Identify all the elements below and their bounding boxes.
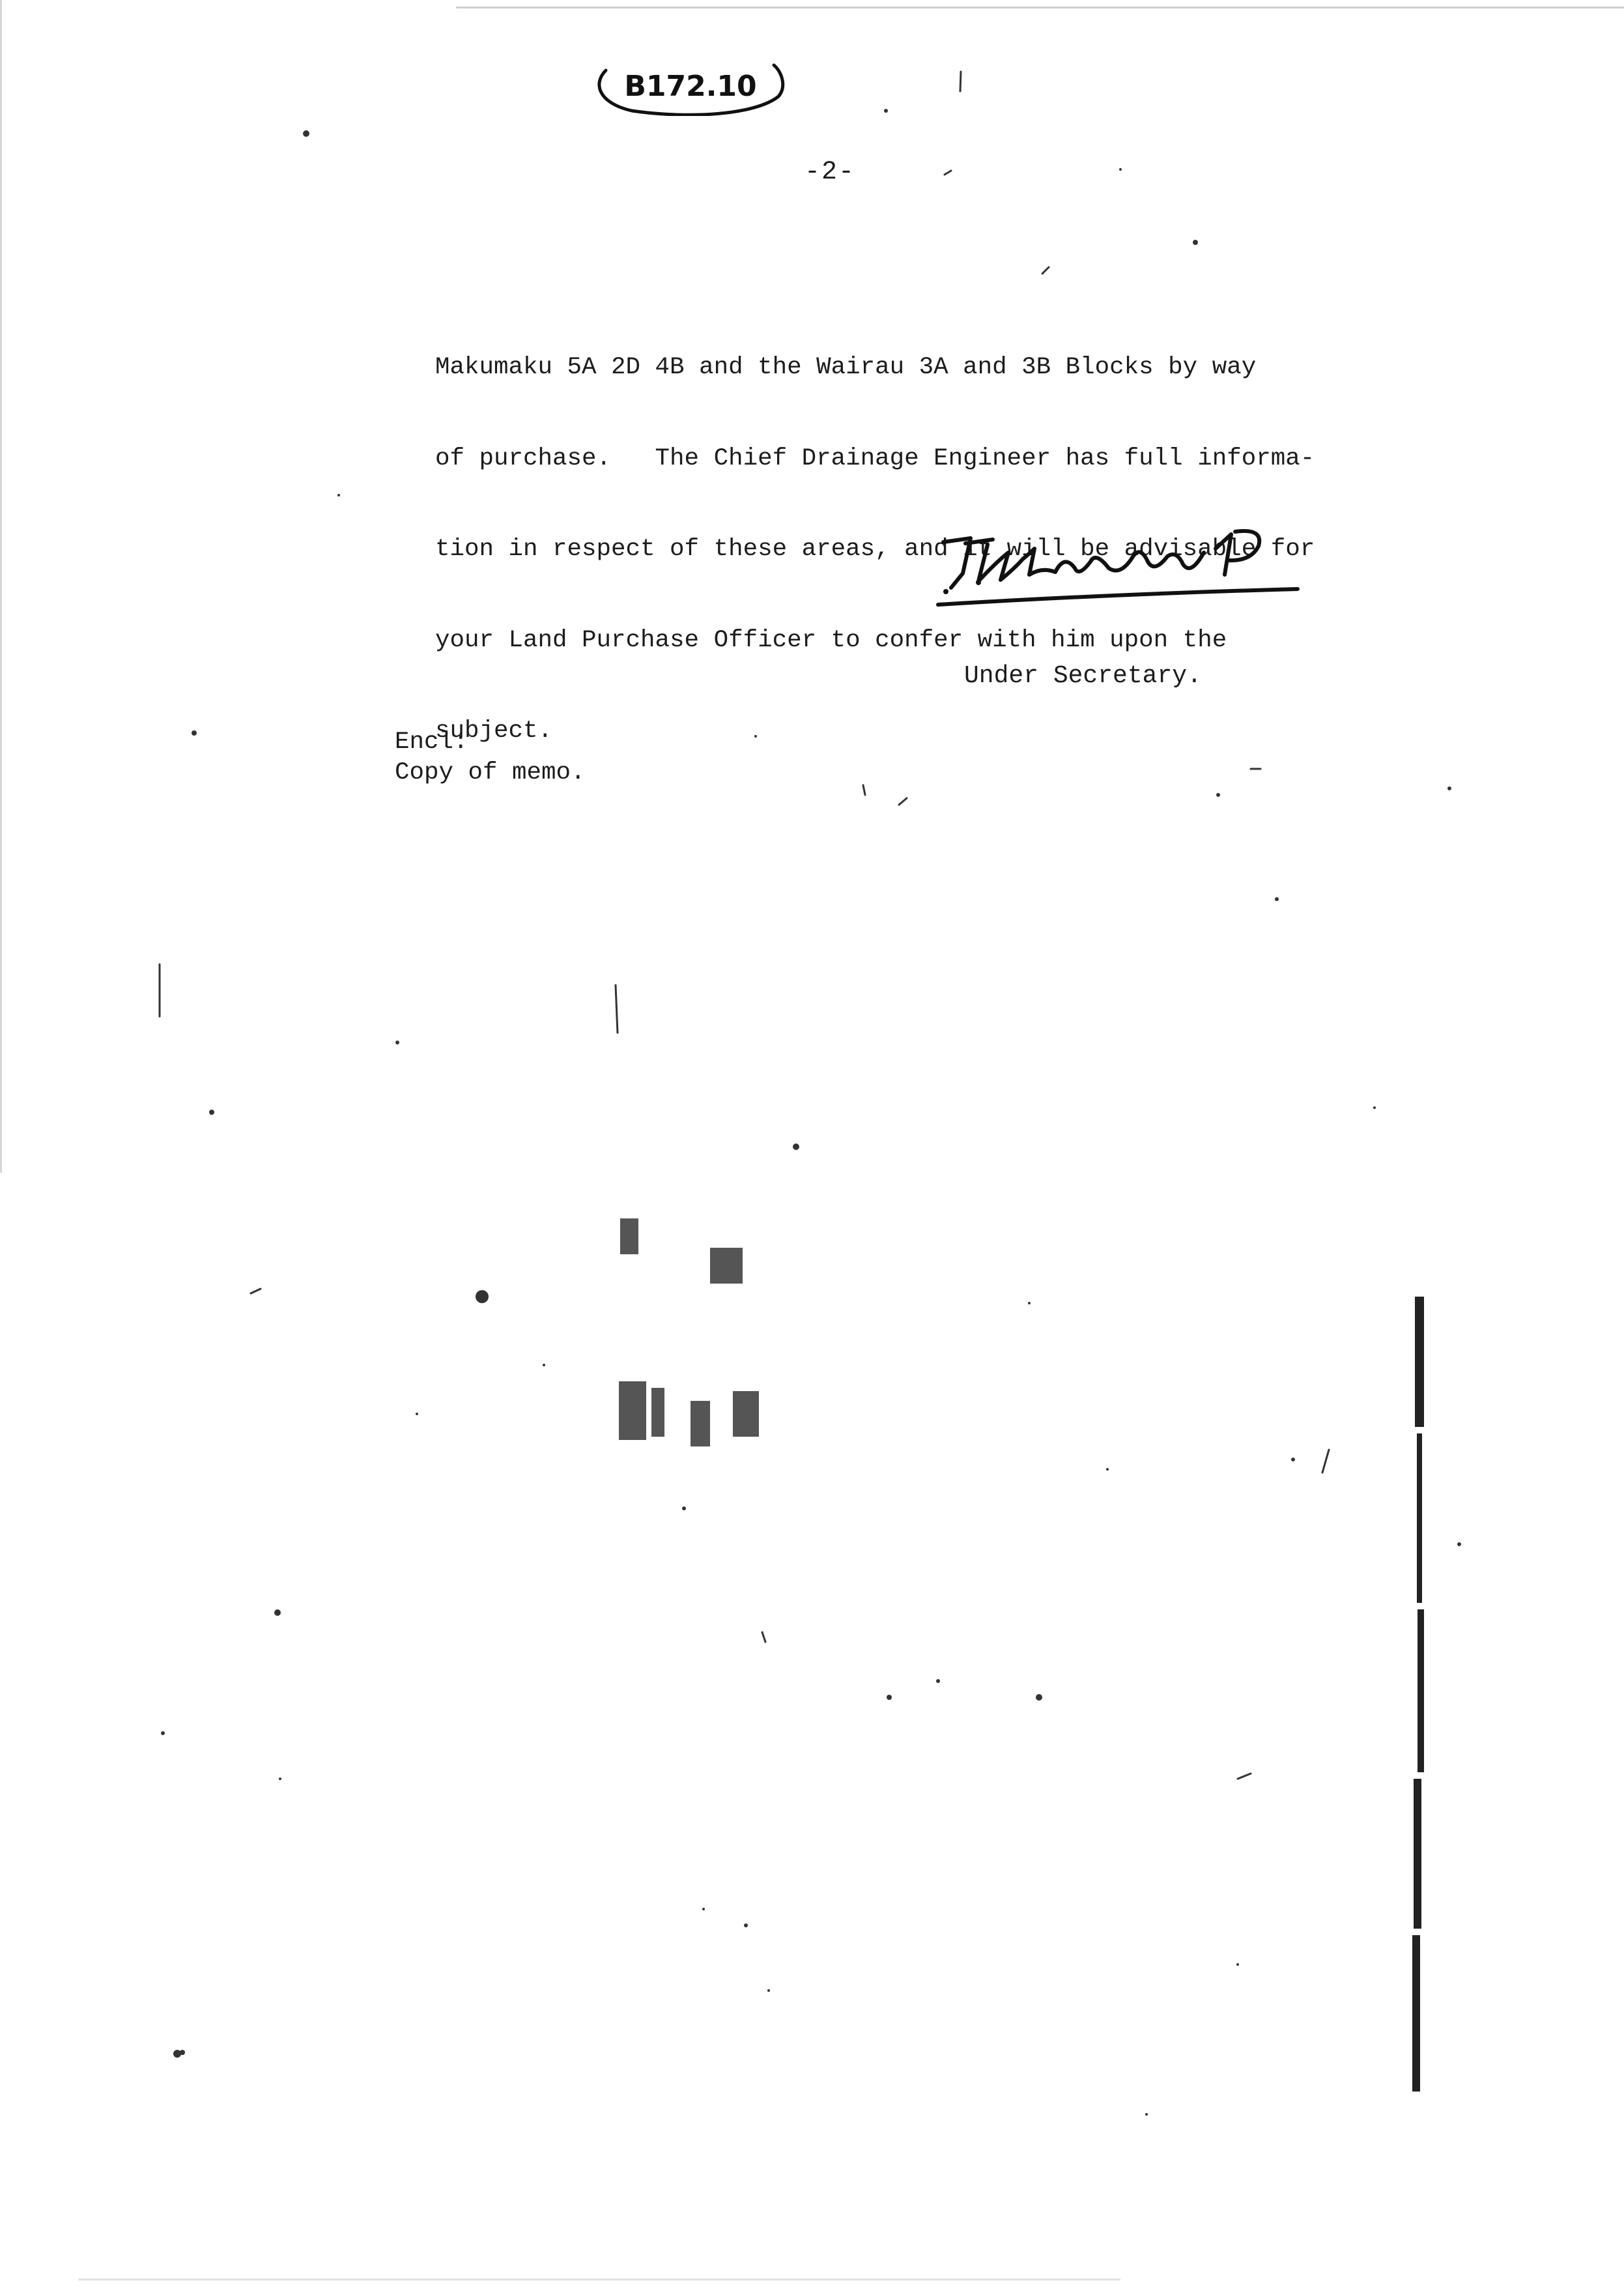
signer-title: Under Secretary.	[964, 662, 1202, 690]
letter-line: your Land Purchase Officer to confer with him upon the	[435, 626, 1227, 654]
enclosure-item: Copy of memo.	[395, 759, 586, 786]
letter-line: subject.	[435, 717, 553, 745]
letter-line: Makumaku 5A 2D 4B and the Wairau 3A and 3B Blocks by way	[435, 354, 1257, 381]
letter-line: tion in respect of these areas, and it will be advisable for	[435, 536, 1315, 563]
file-reference-text: B172.10	[624, 70, 757, 103]
letter-line: of purchase. The Chief Drainage Engineer has full informa-	[435, 444, 1315, 472]
page-number: -2-	[805, 158, 856, 187]
enclosure-label: Encl:	[395, 728, 468, 756]
